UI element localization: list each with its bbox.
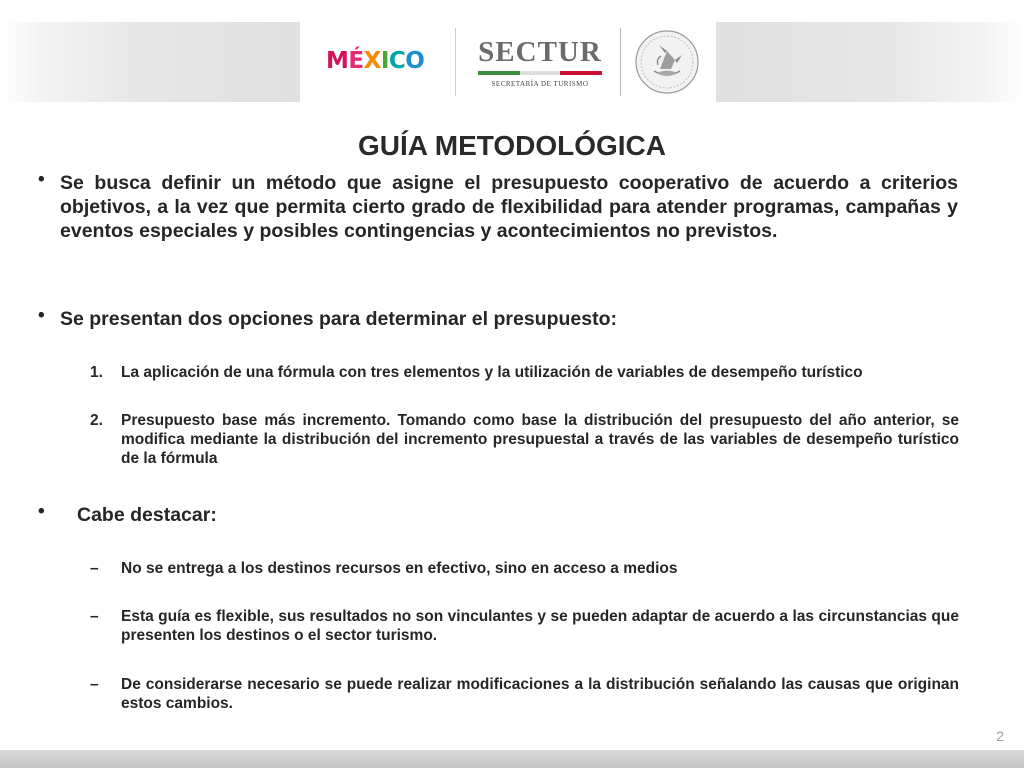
logo-divider: [620, 28, 621, 96]
header-banner: [0, 22, 1024, 102]
logo-panel: [300, 22, 716, 102]
option-text: La aplicación de una fórmula con tres elementos y la utilización de variables de desempeño turístico: [121, 364, 863, 381]
bullet-text: Se presentan dos opciones para determinar el presupuesto:: [60, 308, 617, 330]
logo-divider: [455, 28, 456, 96]
note-dash: –: [90, 676, 99, 693]
sectur-logo-name: SECTUR: [478, 36, 602, 68]
note-text: Esta guía es flexible, sus resultados no son vinculantes y se pueden adaptar de acuerdo a las circunstancias que presenten los destinos o el sector turismo.: [121, 608, 959, 644]
sectur-flag-bars: [478, 71, 602, 75]
sectur-logo-subtitle: SECRETARÍA DE TURISMO: [491, 80, 589, 88]
page-number: 2: [996, 728, 1004, 744]
footer-band: [0, 750, 1024, 768]
sectur-logo: [470, 38, 610, 88]
bullet-text: Cabe destacar:: [77, 504, 217, 526]
option-number: 2.: [90, 412, 103, 429]
option-number: 1.: [90, 364, 103, 381]
note-text: No se entrega a los destinos recursos en efectivo, sino en acceso a medios: [121, 560, 678, 577]
slide-title: GUÍA METODOLÓGICA: [358, 130, 666, 161]
note-text: De considerarse necesario se puede realizar modificaciones a la distribución señalando las causas que originan estos cambios.: [121, 676, 959, 712]
note-dash: –: [90, 608, 99, 625]
bullet-text: Se busca definir un método que asigne el presupuesto cooperativo de acuerdo a criterios objetivos, a la vez que permita cierto grado de flexibilidad para atender programas, campañas y eventos especiales y posibles contingencias y acontecimientos no previstos.: [60, 172, 958, 242]
bullet-marker: •: [38, 169, 45, 190]
bullet-marker: •: [38, 305, 45, 326]
bullet-marker: •: [38, 501, 45, 522]
note-dash: –: [90, 560, 99, 577]
coat-of-arms-icon: [634, 29, 700, 95]
mexico-logo: MÉXICO: [326, 48, 425, 74]
option-text: Presupuesto base más incremento. Tomando como base la distribución del presupuesto del año anterior, se modifica mediante la distribución del incremento presupuestal a través de las variables de desempeño turístico de la fórmula: [121, 412, 959, 467]
